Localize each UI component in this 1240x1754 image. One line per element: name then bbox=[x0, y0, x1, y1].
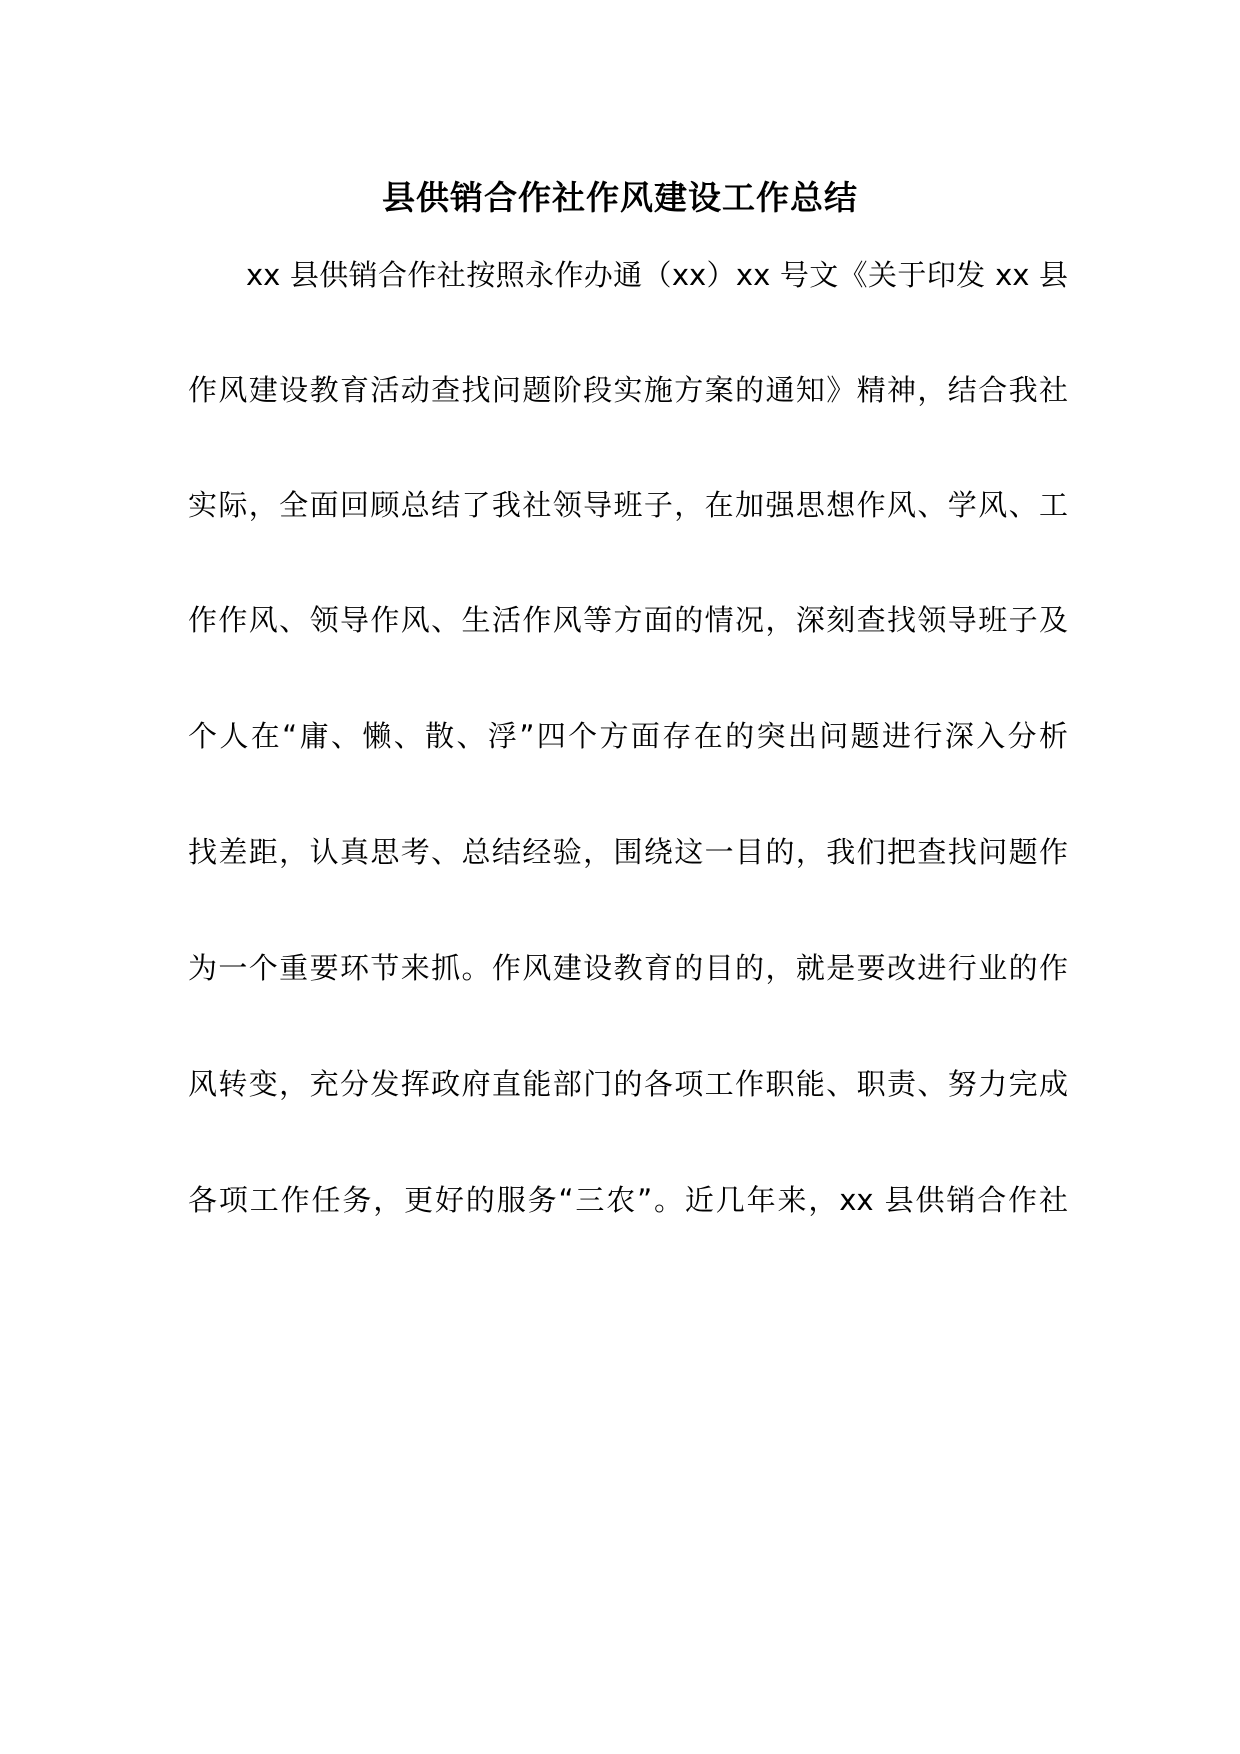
paragraph-line: 作风建设教育活动查找问题阶段实施方案的通知》精神，结合我社 bbox=[188, 373, 1068, 407]
document-title: 县供销合作社作风建设工作总结 bbox=[382, 178, 858, 217]
paragraph-line: 为一个重要环节来抓。作风建设教育的目的，就是要改进行业的作 bbox=[188, 951, 1068, 985]
paragraph-line: 各项工作任务，更好的服务“三农”。近几年来，xx 县供销合作社 bbox=[188, 1183, 1068, 1217]
paragraph-line: 风转变，充分发挥政府直能部门的各项工作职能、职责、努力完成 bbox=[188, 1067, 1068, 1101]
paragraph-line: 作作风、领导作风、生活作风等方面的情况，深刻查找领导班子及 bbox=[188, 603, 1068, 637]
paragraph-line: xx 县供销合作社按照永作办通（xx）xx 号文《关于印发 xx 县 bbox=[246, 258, 1068, 292]
paragraph-line: 个人在“庸、懒、散、浮”四个方面存在的突出问题进行深入分析 bbox=[188, 719, 1068, 753]
paragraph-line: 实际，全面回顾总结了我社领导班子，在加强思想作风、学风、工 bbox=[188, 488, 1068, 522]
paragraph-line: 找差距，认真思考、总结经验，围绕这一目的，我们把查找问题作 bbox=[188, 835, 1068, 869]
